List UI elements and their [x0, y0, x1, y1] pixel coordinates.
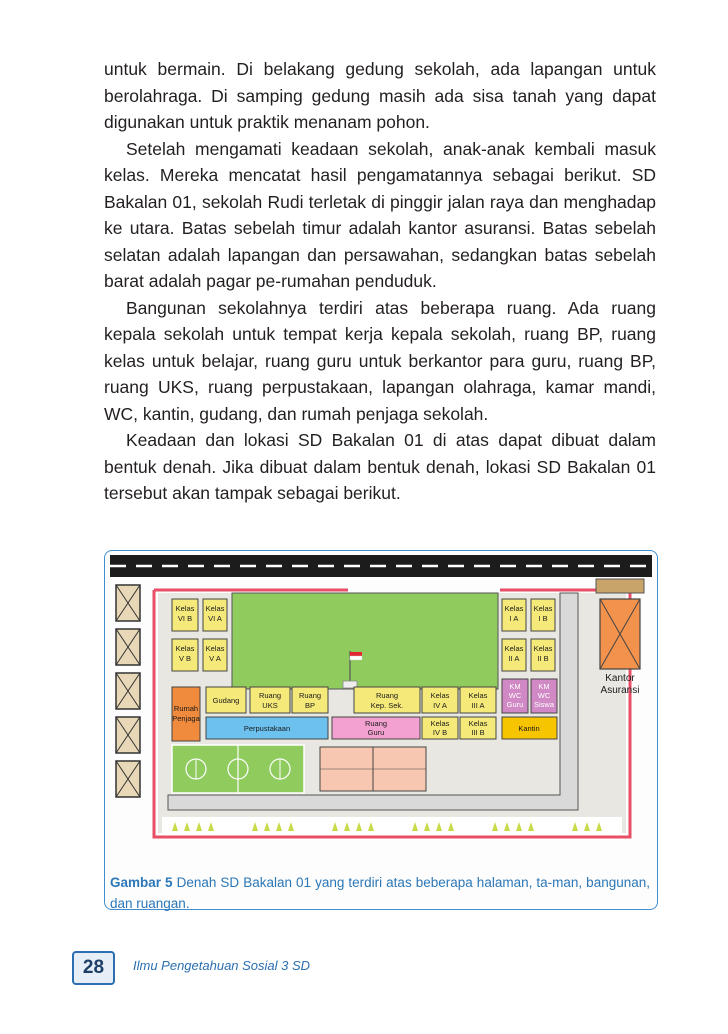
svg-text:Gudang: Gudang	[212, 696, 240, 705]
svg-text:Kelas: Kelas	[468, 719, 488, 728]
svg-text:Kelas: Kelas	[504, 604, 524, 613]
svg-text:I B: I B	[538, 614, 548, 623]
svg-text:III B: III B	[471, 728, 485, 737]
svg-text:V B: V B	[178, 654, 192, 663]
caption-text: Denah SD Bakalan 01 yang terdiri atas beberapa halaman, ta-man, bangunan, dan ruangan.	[110, 875, 650, 911]
kantin	[502, 717, 557, 739]
svg-text:Siswa: Siswa	[533, 700, 555, 709]
classroom-kelas-6a	[203, 599, 227, 631]
svg-text:Ruang: Ruang	[364, 719, 388, 728]
svg-text:Kelas: Kelas	[430, 719, 450, 728]
paragraph: Bangunan sekolahnya terdiri atas beberapa ruang. Ada ruang kepala sekolah untuk tempat kerja kepala sekolah, ruang BP, ruang kelas untuk belajar, ruang guru untuk berkantor para guru, ruang BP, ruang UKS, ruang perpustakaan, lapangan olahraga, kamar mandi, WC, kantin, gudang, dan rumah penjaga sekolah.	[104, 297, 656, 424]
main-field	[232, 593, 498, 689]
svg-text:Kelas: Kelas	[175, 644, 195, 653]
svg-text:Asuransi: Asuransi	[600, 685, 640, 696]
rice-field	[162, 817, 622, 835]
ruang-kepala-sekolah	[354, 687, 420, 713]
svg-text:Kelas: Kelas	[175, 604, 195, 613]
svg-text:KM: KM	[509, 682, 521, 691]
svg-text:Kantin: Kantin	[518, 724, 540, 733]
svg-text:Ruang: Ruang	[298, 691, 322, 700]
svg-text:Perpustakaan: Perpustakaan	[243, 724, 291, 733]
badminton-court	[320, 747, 426, 791]
paragraph: Keadaan dan lokasi SD Bakalan 01 di atas dapat dibuat dalam bentuk denah. Jika dibuat dalam bentuk denah, lokasi SD Bakalan 01 tersebut akan tampak sebagai berikut.	[104, 430, 656, 503]
svg-text:UKS: UKS	[262, 701, 278, 710]
figure-label: Gambar 5	[110, 875, 173, 890]
svg-text:BP: BP	[304, 701, 316, 710]
svg-text:Guru: Guru	[506, 700, 524, 709]
svg-text:Kelas: Kelas	[205, 644, 225, 653]
classroom-kelas-5b	[172, 639, 198, 671]
classroom-kelas-3a	[460, 687, 496, 713]
svg-text:Ruang: Ruang	[375, 691, 399, 700]
svg-text:Penjaga: Penjaga	[172, 714, 200, 723]
svg-text:Rumah: Rumah	[173, 704, 199, 713]
svg-text:Kantor: Kantor	[605, 673, 635, 684]
classroom-kelas-5a	[203, 639, 227, 671]
svg-text:Kelas: Kelas	[533, 604, 553, 613]
wc-siswa	[531, 679, 557, 713]
svg-text:VI A: VI A	[208, 614, 222, 623]
svg-text:I A: I A	[509, 614, 519, 623]
svg-text:VI B: VI B	[177, 614, 193, 623]
body-text	[104, 56, 656, 507]
classroom-kelas-1a	[502, 599, 526, 631]
paragraph: Setelah mengamati keadaan sekolah, anak-anak kembali masuk kelas. Mereka mencatat hasil pengamatannya sebagai berikut. SD Bakalan 01, sekolah Rudi terletak di pinggir jalan raya dan menghadap ke utara. Batas sebelah timur adalah kantor asuransi. Batas sebelah selatan adalah lapangan dan persawahan, sedangkan batas sebelah barat adalah pagar pe-rumahan penduduk.	[104, 138, 656, 291]
svg-text:WC: WC	[537, 691, 551, 700]
svg-text:Ruang: Ruang	[258, 691, 282, 700]
ruang-uks	[250, 687, 290, 713]
classroom-kelas-1b	[531, 599, 555, 631]
svg-text:Kelas: Kelas	[468, 691, 488, 700]
svg-text:IV A: IV A	[433, 701, 447, 710]
svg-text:Kep. Sek.: Kep. Sek.	[370, 701, 404, 710]
svg-text:II A: II A	[508, 654, 520, 663]
svg-text:WC: WC	[508, 691, 522, 700]
classroom-kelas-4a	[422, 687, 458, 713]
svg-text:IV B: IV B	[432, 728, 448, 737]
paragraph: untuk bermain. Di belakang gedung sekolah, ada lapangan untuk berolahraga. Di samping gedung masih ada sisa tanah yang dapat digunakan untuk praktik menanam pohon.	[104, 59, 656, 132]
svg-text:KM: KM	[538, 682, 550, 691]
school-floor-plan	[110, 555, 652, 867]
classroom-kelas-3b	[460, 717, 496, 739]
svg-text:Kelas: Kelas	[205, 604, 225, 613]
classroom-kelas-4b	[422, 717, 458, 739]
classroom-kelas-2b	[531, 639, 555, 671]
svg-text:V A: V A	[209, 654, 221, 663]
classroom-kelas-6b	[172, 599, 198, 631]
svg-text:Kelas: Kelas	[430, 691, 450, 700]
ruang-bp	[292, 687, 328, 713]
rumah-penjaga	[172, 687, 201, 741]
figure-caption	[110, 872, 650, 914]
school-map-figure	[104, 550, 658, 910]
book-title: Ilmu Pengetahuan Sosial 3 SD	[133, 958, 311, 973]
svg-text:Kelas: Kelas	[504, 644, 524, 653]
svg-text:Guru: Guru	[367, 728, 385, 737]
sports-field	[172, 745, 304, 793]
svg-text:III A: III A	[471, 701, 485, 710]
classroom-kelas-2a	[502, 639, 526, 671]
ruang-guru	[332, 717, 420, 739]
gudang	[206, 687, 246, 713]
svg-text:II B: II B	[537, 654, 549, 663]
page-number: 28	[72, 951, 115, 985]
svg-text:Kelas: Kelas	[533, 644, 553, 653]
wc-guru	[502, 679, 528, 713]
residential-houses	[116, 585, 140, 797]
perpustakaan	[206, 717, 328, 739]
